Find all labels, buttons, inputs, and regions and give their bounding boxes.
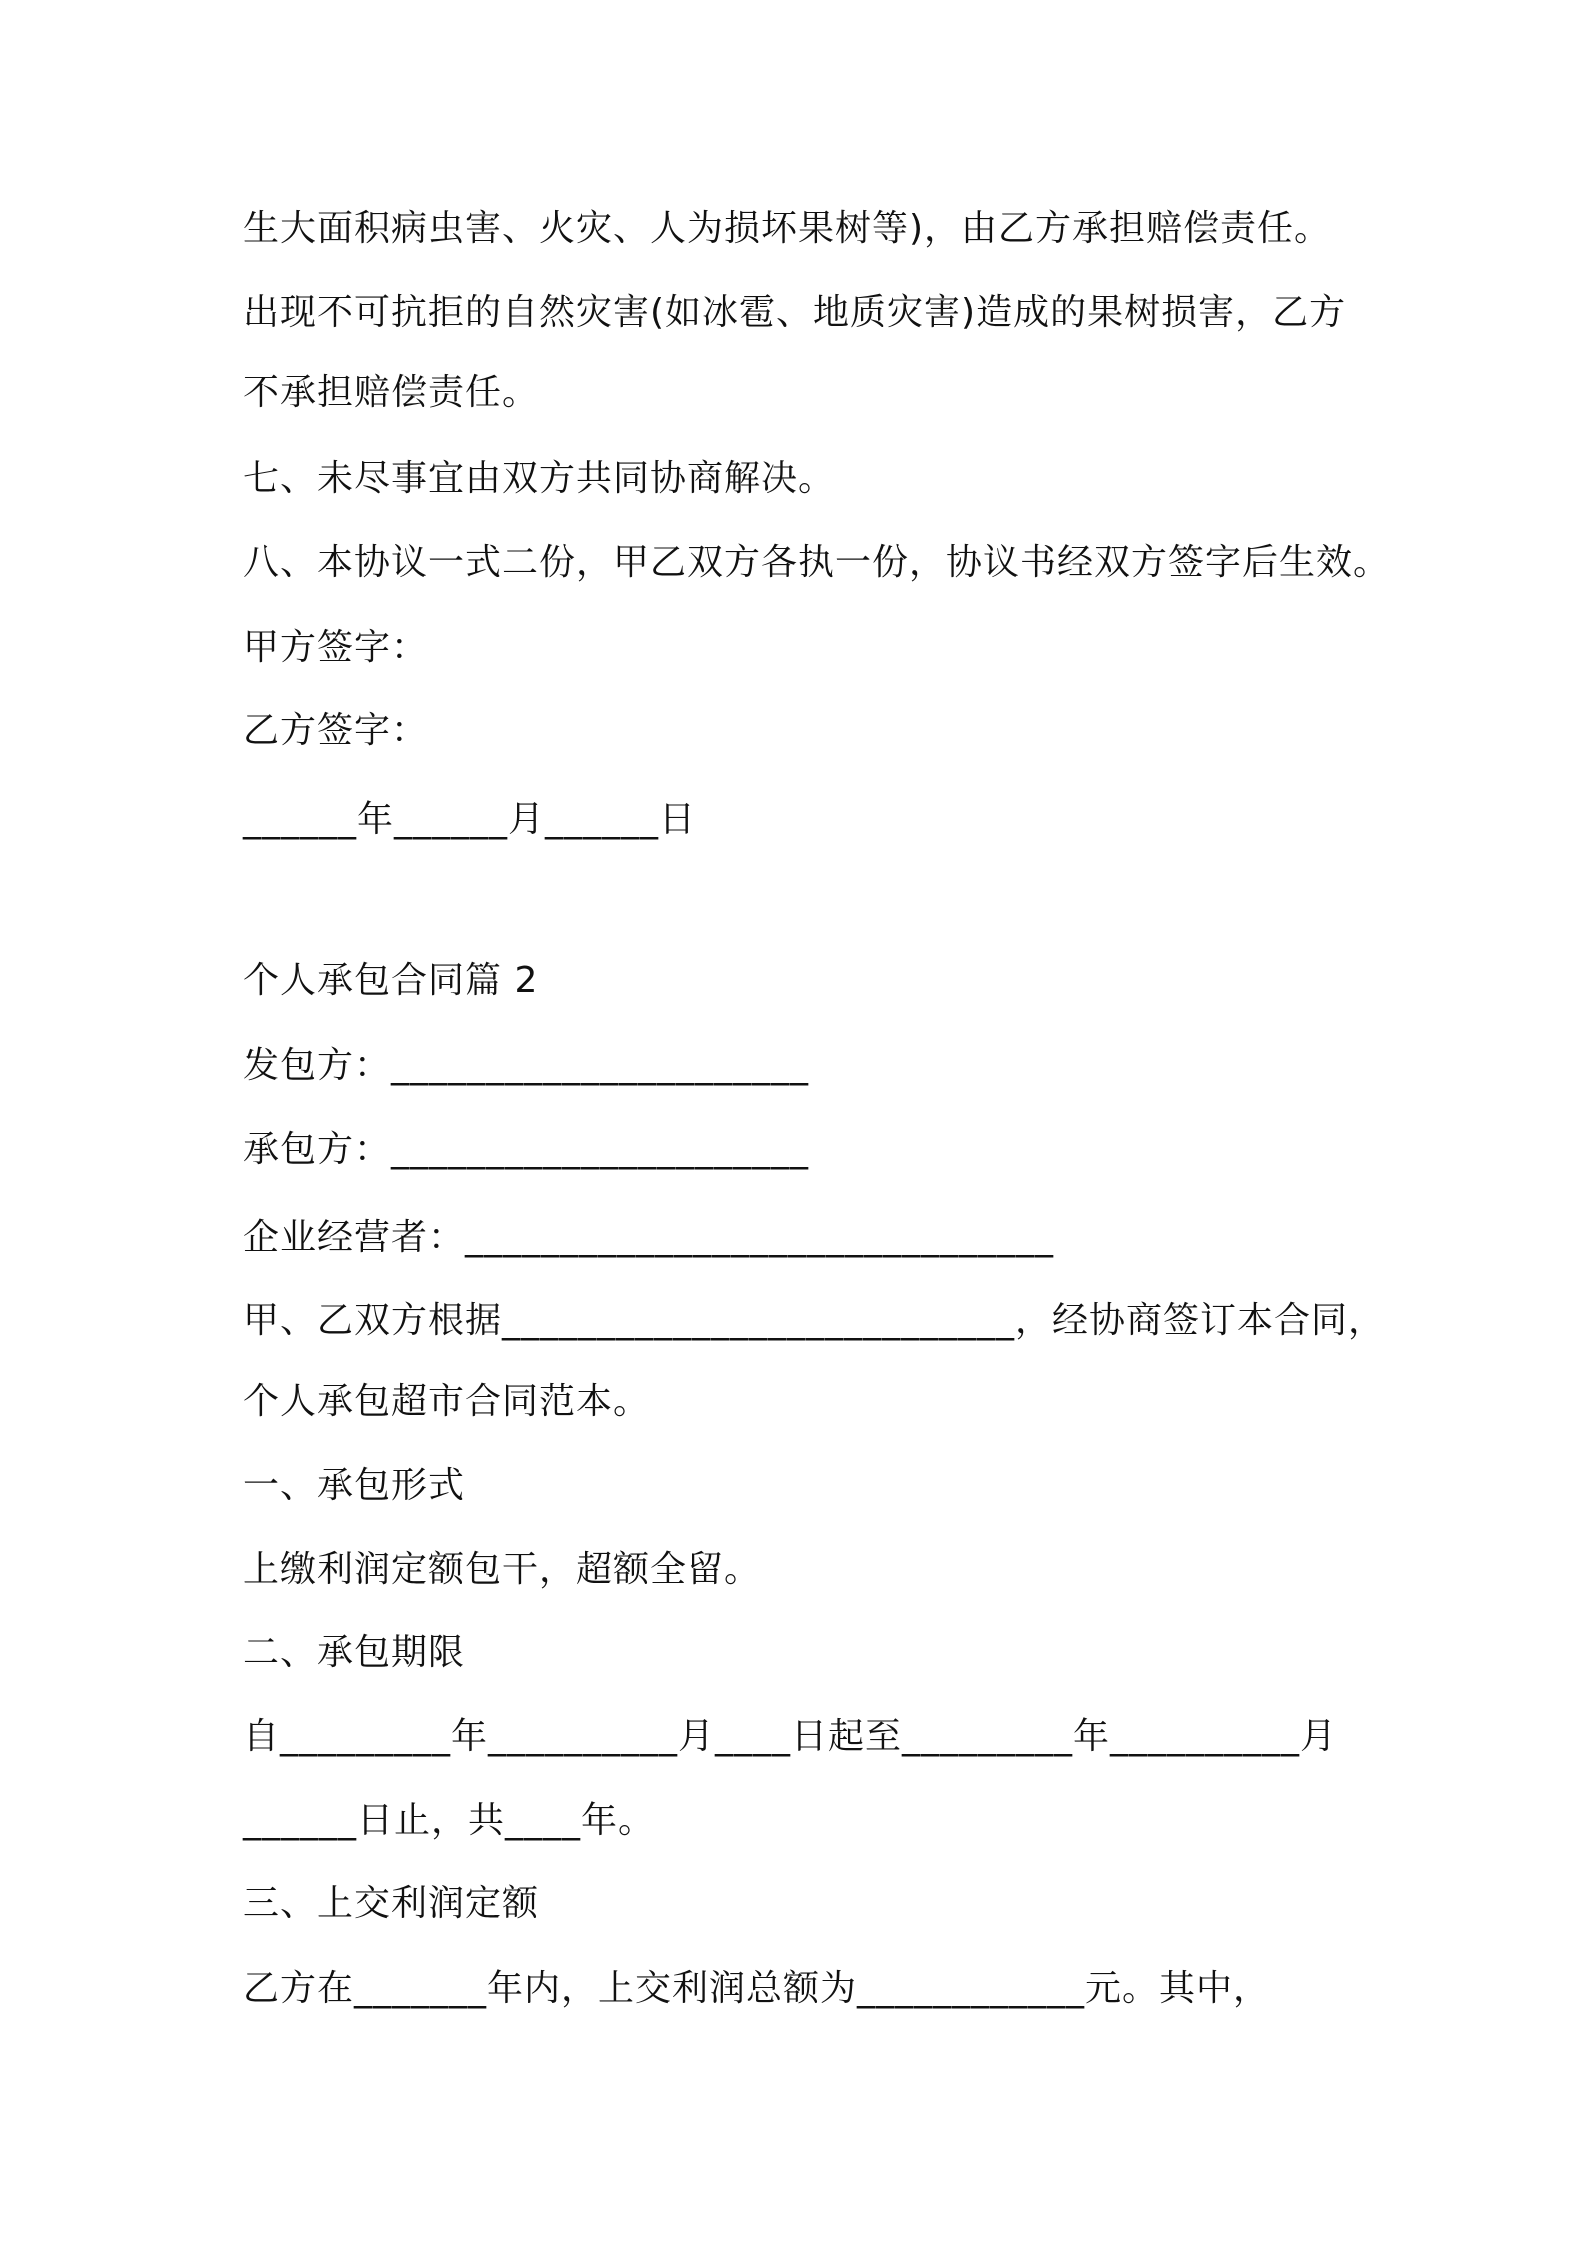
party-b-signature: 乙方签字： (243, 710, 429, 751)
term-line-2: ______日止，共____年。 (243, 1800, 656, 1841)
clause-7: 七、未尽事宜由双方共同协商解决。 (243, 458, 836, 499)
term-line-1: 自_________年__________月____日起至_________年__________月 (243, 1716, 1338, 1757)
text-line: 个人承包超市合同范本。 (243, 1381, 651, 1422)
operator-line: 企业经营者：_______________________________ (243, 1217, 1055, 1258)
text-line: 生大面积病虫害、火灾、人为损坏果树等)，由乙方承担赔偿责任。 (243, 208, 1332, 249)
text-line: 上缴利润定额包干，超额全留。 (243, 1549, 762, 1590)
contractor-line: 承包方：______________________ (243, 1129, 810, 1170)
heading-profit-quota: 三、上交利润定额 (243, 1883, 540, 1924)
basis-line: 甲、乙双方根据___________________________，经协商签订本合同， (243, 1300, 1386, 1341)
text-line: 不承担赔偿责任。 (243, 372, 540, 413)
profit-line: 乙方在_______年内，上交利润总额为____________元。其中， (243, 1968, 1271, 2009)
text-line: 出现不可抗拒的自然灾害(如冰雹、地质灾害)造成的果树损害，乙方 (243, 292, 1347, 333)
party-a-signature: 甲方签字： (243, 627, 429, 668)
date-line: ______年______月______日 (243, 799, 696, 840)
heading-contract-form: 一、承包形式 (243, 1465, 466, 1506)
clause-8: 八、本协议一式二份，甲乙双方各执一份，协议书经双方签字后生效。 (243, 542, 1391, 583)
section-title: 个人承包合同篇 2 (243, 960, 539, 1001)
contractor-issuer-line: 发包方：______________________ (243, 1045, 810, 1086)
heading-contract-term: 二、承包期限 (243, 1632, 466, 1673)
